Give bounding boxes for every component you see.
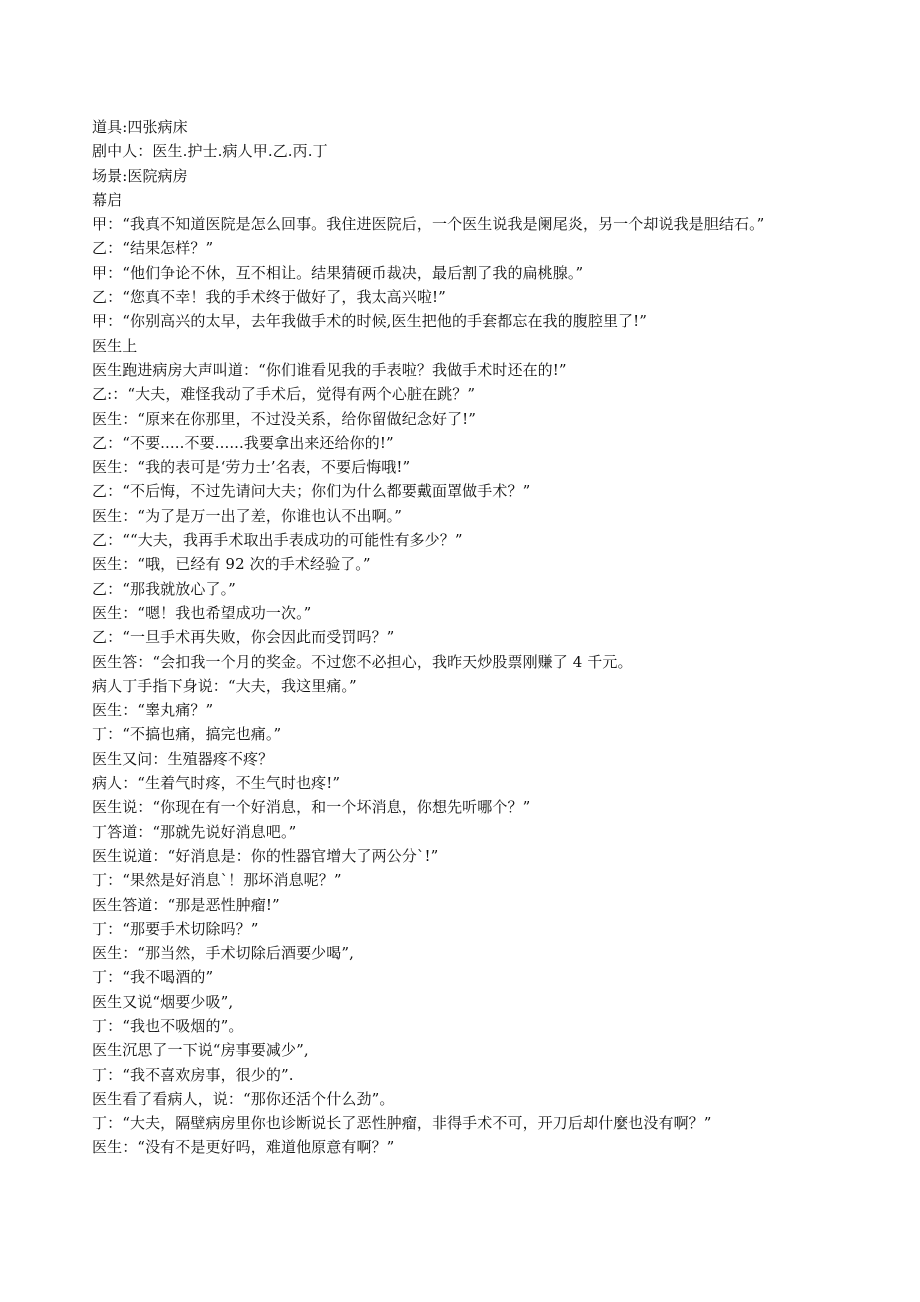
text-line: 医生沉思了一下说“房事要减少”,	[92, 1041, 309, 1060]
text-line: 医生：“睾丸痛？”	[92, 701, 214, 720]
text-line: 医生说道：“好消息是：你的性器官增大了两公分`!”	[92, 846, 439, 865]
text-line: 丁：“果然是好消息`！那坏消息呢？”	[92, 871, 342, 890]
text-line: 医生：“为了是万一出了差，你谁也认不出啊。”	[92, 506, 403, 525]
text-line: 丁：“我也不吸烟的”。	[92, 1016, 244, 1035]
script-text	[92, 115, 832, 1160]
text-line: 丁：“那要手术切除吗？”	[92, 919, 259, 938]
text-line: 乙：“不要.....不要......我要拿出来还给你的!”	[92, 433, 394, 452]
text-line: 乙：“一旦手术再失败，你会因此而受罚吗？”	[92, 628, 395, 647]
text-line: 乙:：“大夫，难怪我动了手术后，觉得有两个心脏在跳？”	[92, 385, 476, 404]
text-line: 乙：““大夫，我再手术取出手表成功的可能性有多少？”	[92, 531, 463, 550]
text-line: 病人丁手指下身说：“大夫，我这里痛。”	[92, 676, 357, 695]
text-line: 场景:医院病房	[92, 166, 188, 185]
text-line: 医生：“哦，已经有 92 次的手术经验了。”	[92, 555, 371, 574]
text-line: 医生：“没有不是更好吗，难道他原意有啊？”	[92, 1138, 395, 1157]
text-line: 丁：“我不喜欢房事，很少的”.	[92, 1065, 294, 1084]
text-line: 医生看了看病人，说：“那你还活个什么劲”。	[92, 1089, 395, 1108]
text-line: 医生又问：生殖器疼不疼？	[92, 749, 274, 768]
text-line: 医生：“原来在你那里，不过没关系，给你留做纪念好了!”	[92, 409, 477, 428]
text-line: 乙：“不后悔，不过先请问大夫；你们为什么都要戴面罩做手术？”	[92, 482, 531, 501]
text-line: 医生跑进病房大声叫道：“你们谁看见我的手表啦？我做手术时还在的!”	[92, 360, 567, 379]
text-line: 乙：“那我就放心了。”	[92, 579, 236, 598]
text-line: 丁：“我不喝酒的”	[92, 968, 214, 987]
text-line: 医生答：“会扣我一个月的奖金。不过您不必担心，我昨天炒股票刚赚了 4 千元。	[92, 652, 633, 671]
text-line: 医生：“我的表可是‘劳力士’名表，不要后悔哦!”	[92, 458, 411, 477]
text-line: 乙：“您真不幸！我的手术终于做好了，我太高兴啦!”	[92, 288, 446, 307]
text-line: 医生说：“你现在有一个好消息，和一个坏消息，你想先听哪个？”	[92, 798, 531, 817]
text-line: 乙：“结果怎样？”	[92, 239, 214, 258]
text-line: 甲：“他们争论不休，互不相让。结果猜硬币裁决，最后割了我的扁桃腺。”	[92, 263, 584, 282]
text-line: 丁：“大夫，隔壁病房里你也诊断说长了恶性肿瘤，非得手术不可，开刀后却什麼也没有啊？”	[92, 1114, 712, 1133]
text-line: 丁：“不搞也痛，搞完也痛。”	[92, 725, 282, 744]
text-line: 甲：“你别高兴的太早，去年我做手术的时候,医生把他的手套都忘在我的腹腔里了!”	[92, 312, 648, 331]
text-line: 剧中人：医生.护士.病人甲.乙.丙.丁	[92, 142, 328, 161]
text-line: 丁答道：“那就先说好消息吧。”	[92, 822, 297, 841]
text-line: 医生：“嗯！我也希望成功一次。”	[92, 603, 312, 622]
text-line: 医生答道：“那是恶性肿瘤!”	[92, 895, 280, 914]
text-line: 甲：“我真不知道医院是怎么回事。我住进医院后，一个医生说我是阑尾炎，另一个却说我是胆结石。”	[92, 215, 765, 234]
text-line: 道具:四张病床	[92, 118, 188, 136]
text-line: 幕启	[92, 190, 123, 209]
text-line: 医生上	[92, 336, 138, 355]
text-line: 医生：“那当然，手术切除后酒要少喝”,	[92, 944, 355, 963]
text-line: 病人：“生着气时疼，不生气时也疼!”	[92, 774, 341, 793]
text-line: 医生又说“烟要少吸”,	[92, 992, 234, 1011]
